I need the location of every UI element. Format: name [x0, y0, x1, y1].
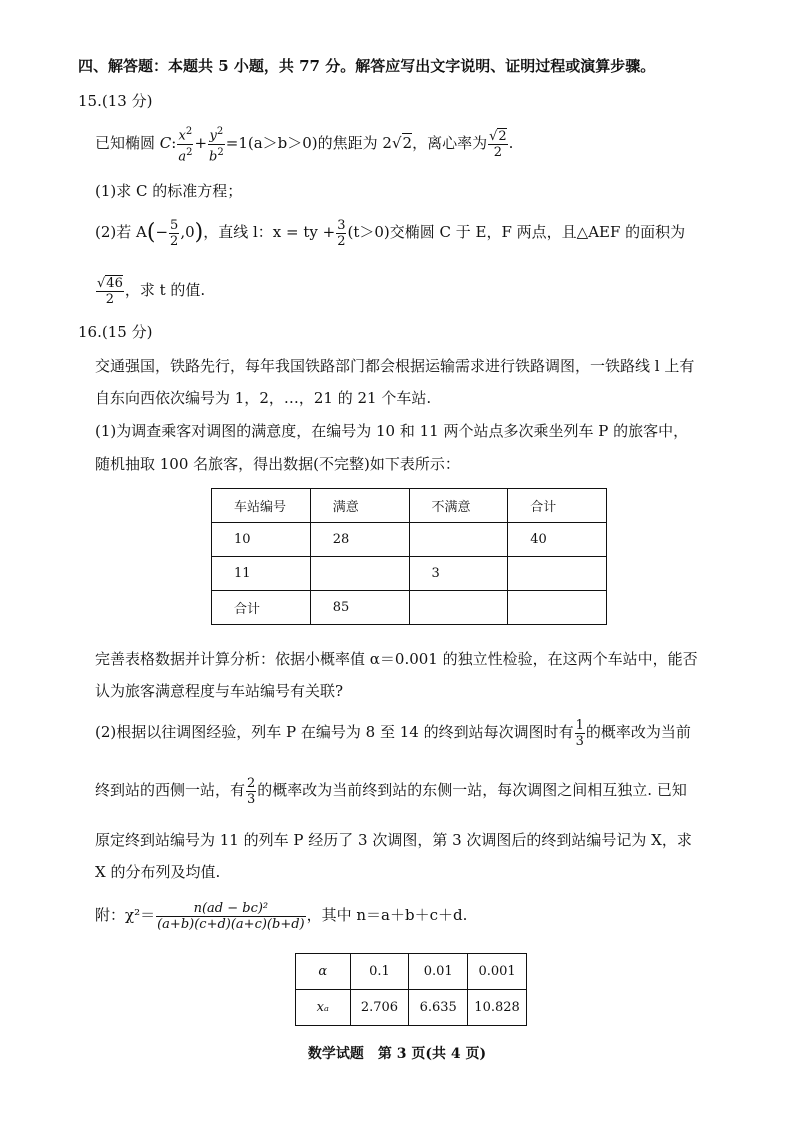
- ellipse-y-term: $\frac{y^2}{b^2}$: [209, 126, 224, 164]
- line-l-text: ，直线 l：x = ty +: [203, 223, 336, 241]
- prob-one-third: $\frac{1}{3}$: [575, 717, 584, 749]
- q15-part2-end-text: ，求 t 的值.: [124, 281, 206, 299]
- line-l-fraction: $\frac{3}{2}$: [337, 217, 346, 249]
- table-row: [296, 954, 527, 990]
- header-cell: 满意: [310, 489, 409, 523]
- q15-intro-prefix: 已知椭圆: [95, 134, 160, 152]
- q16-part2-line4: X 的分布列及均值.: [95, 863, 221, 881]
- q16-intro-line1: 交通强国，铁路先行，每年我国铁路部门都会根据运输需求进行铁路调图，一铁路线 l 上有: [95, 357, 695, 375]
- q16-part2-line1: [95, 712, 691, 752]
- q15-number: 15.: [78, 92, 102, 110]
- q16-part1-line2: 随机抽取 100 名旅客，得出数据(不完整)如下表所示：: [95, 455, 460, 473]
- focal-text: 的焦距为 2: [317, 134, 392, 152]
- table-cell: 0.1: [350, 954, 409, 990]
- q16-part1-line1: (1)为调查乘客对调图的满意度，在编号为 10 和 11 两个站点多次乘坐列车 P 的旅客中，: [95, 422, 689, 440]
- table-cell: 28: [310, 523, 409, 557]
- table-cell: [409, 591, 508, 625]
- table-row: [212, 591, 607, 625]
- q15-heading: [78, 91, 152, 111]
- q15-part2: (2)若 A(− $\frac{5}{2}$ ,0)，直线 l：x = ty + $\frac{3}{2}$ (t＞0)交椭圆 C 于 E，F 两点，且△AEF 的面积为: [95, 217, 686, 249]
- formula-fraction: $\frac{\text{n(ad − bc)²}}{(a+b)(c+d)(a+c)(b+d)}$: [157, 900, 305, 932]
- table-cell: 0.01: [409, 954, 468, 990]
- header-cell: 不满意: [409, 489, 508, 523]
- focal-sqrt: 2: [402, 134, 413, 152]
- q16-part2-line2: [95, 770, 687, 810]
- q16-intro-line2: 自东向西依次编号为 1，2，…，21 的 21 个车站.: [95, 389, 432, 407]
- table-cell: [508, 557, 607, 591]
- table-cell: 6.635: [409, 990, 468, 1026]
- x-alpha-label: xₐ: [296, 990, 351, 1026]
- table-cell: 10: [212, 523, 311, 557]
- q15-part2-prefix: (2)若 A: [95, 223, 147, 241]
- point-a-fraction: $\frac{5}{2}$: [170, 217, 179, 249]
- header-cell: 合计: [508, 489, 607, 523]
- q15-intro: 已知椭圆 C: $\frac{x^2}{a^2}$ + $\frac{y^2}{b^2}$ =1(a＞b＞0)的焦距为 2√2，离心率为 $\frac{√2}{2}$ .: [95, 126, 514, 164]
- area-fraction: $\frac{√46}{2}$: [97, 275, 123, 307]
- part2-line2-text: 终到站的西侧一站，有: [95, 781, 246, 799]
- q16-analysis-line2: 认为旅客满意程度与车站编号有关联?: [95, 682, 344, 700]
- chi-square-formula: [95, 894, 467, 936]
- table-row: [212, 557, 607, 591]
- q15-curve-name: C: [159, 134, 172, 152]
- table-cell: 0.001: [468, 954, 527, 990]
- survey-table: [211, 488, 607, 625]
- table-cell: 11: [212, 557, 311, 591]
- header-cell: 车站编号: [212, 489, 311, 523]
- table-cell: 2.706: [350, 990, 409, 1026]
- eccentricity-fraction: $\frac{√2}{2}$: [489, 128, 507, 160]
- formula-prefix: 附：χ²＝: [95, 906, 156, 924]
- table-cell: 3: [409, 557, 508, 591]
- critical-value-table: [295, 953, 527, 1026]
- q15-part2-suffix: (t＞0)交椭圆 C 于 E，F 两点，且△AEF 的面积为: [347, 223, 686, 241]
- table-cell: [508, 591, 607, 625]
- q16-heading: [78, 322, 152, 342]
- alpha-label: α: [296, 954, 351, 990]
- table-cell: [310, 557, 409, 591]
- q16-number: 16.: [78, 323, 102, 341]
- table-cell: 10.828: [468, 990, 527, 1026]
- table-row: [296, 990, 527, 1026]
- ellipse-condition: =1(a＞b＞0): [225, 134, 318, 152]
- formula-suffix: ，其中 n＝a＋b＋c＋d.: [306, 906, 468, 924]
- part2-line2-tail: 的概率改为当前终到站的东侧一站，每次调图之间相互独立. 已知: [257, 781, 687, 799]
- q15-part2-end: [95, 270, 205, 310]
- page-footer: 数学试题 第 3 页(共 4 页): [307, 1046, 487, 1062]
- table-cell: 40: [508, 523, 607, 557]
- part2-line1-tail: 的概率改为当前: [585, 723, 691, 741]
- part2-line1-text: (2)根据以往调图经验，列车 P 在编号为 8 至 14 的终到站每次调图时有: [95, 723, 574, 741]
- table-cell: 85: [310, 591, 409, 625]
- ecc-text: ，离心率为: [412, 134, 488, 152]
- table-row: [212, 523, 607, 557]
- survey-table-header: [212, 489, 607, 523]
- section-header: 四、解答题：本题共 5 小题，共 77 分。解答应写出文字说明、证明过程或演算步骤。: [78, 57, 656, 75]
- table-cell: [409, 523, 508, 557]
- ellipse-x-term: $\frac{x^2}{a^2}$: [178, 126, 193, 164]
- q16-analysis-line1: 完善表格数据并计算分析：依据小概率值 α＝0.001 的独立性检验，在这两个车站中，能否: [95, 650, 698, 668]
- q16-score: (15 分): [101, 323, 153, 341]
- prob-two-thirds: $\frac{2}{3}$: [247, 775, 256, 807]
- q16-part2-line3: 原定终到站编号为 11 的列车 P 经历了 3 次调图，第 3 次调图后的终到站编号记为 X，求: [95, 831, 692, 849]
- q15-part1: (1)求 C 的标准方程；: [95, 182, 243, 200]
- table-cell: 合计: [212, 591, 311, 625]
- q15-score: (13 分): [101, 92, 153, 110]
